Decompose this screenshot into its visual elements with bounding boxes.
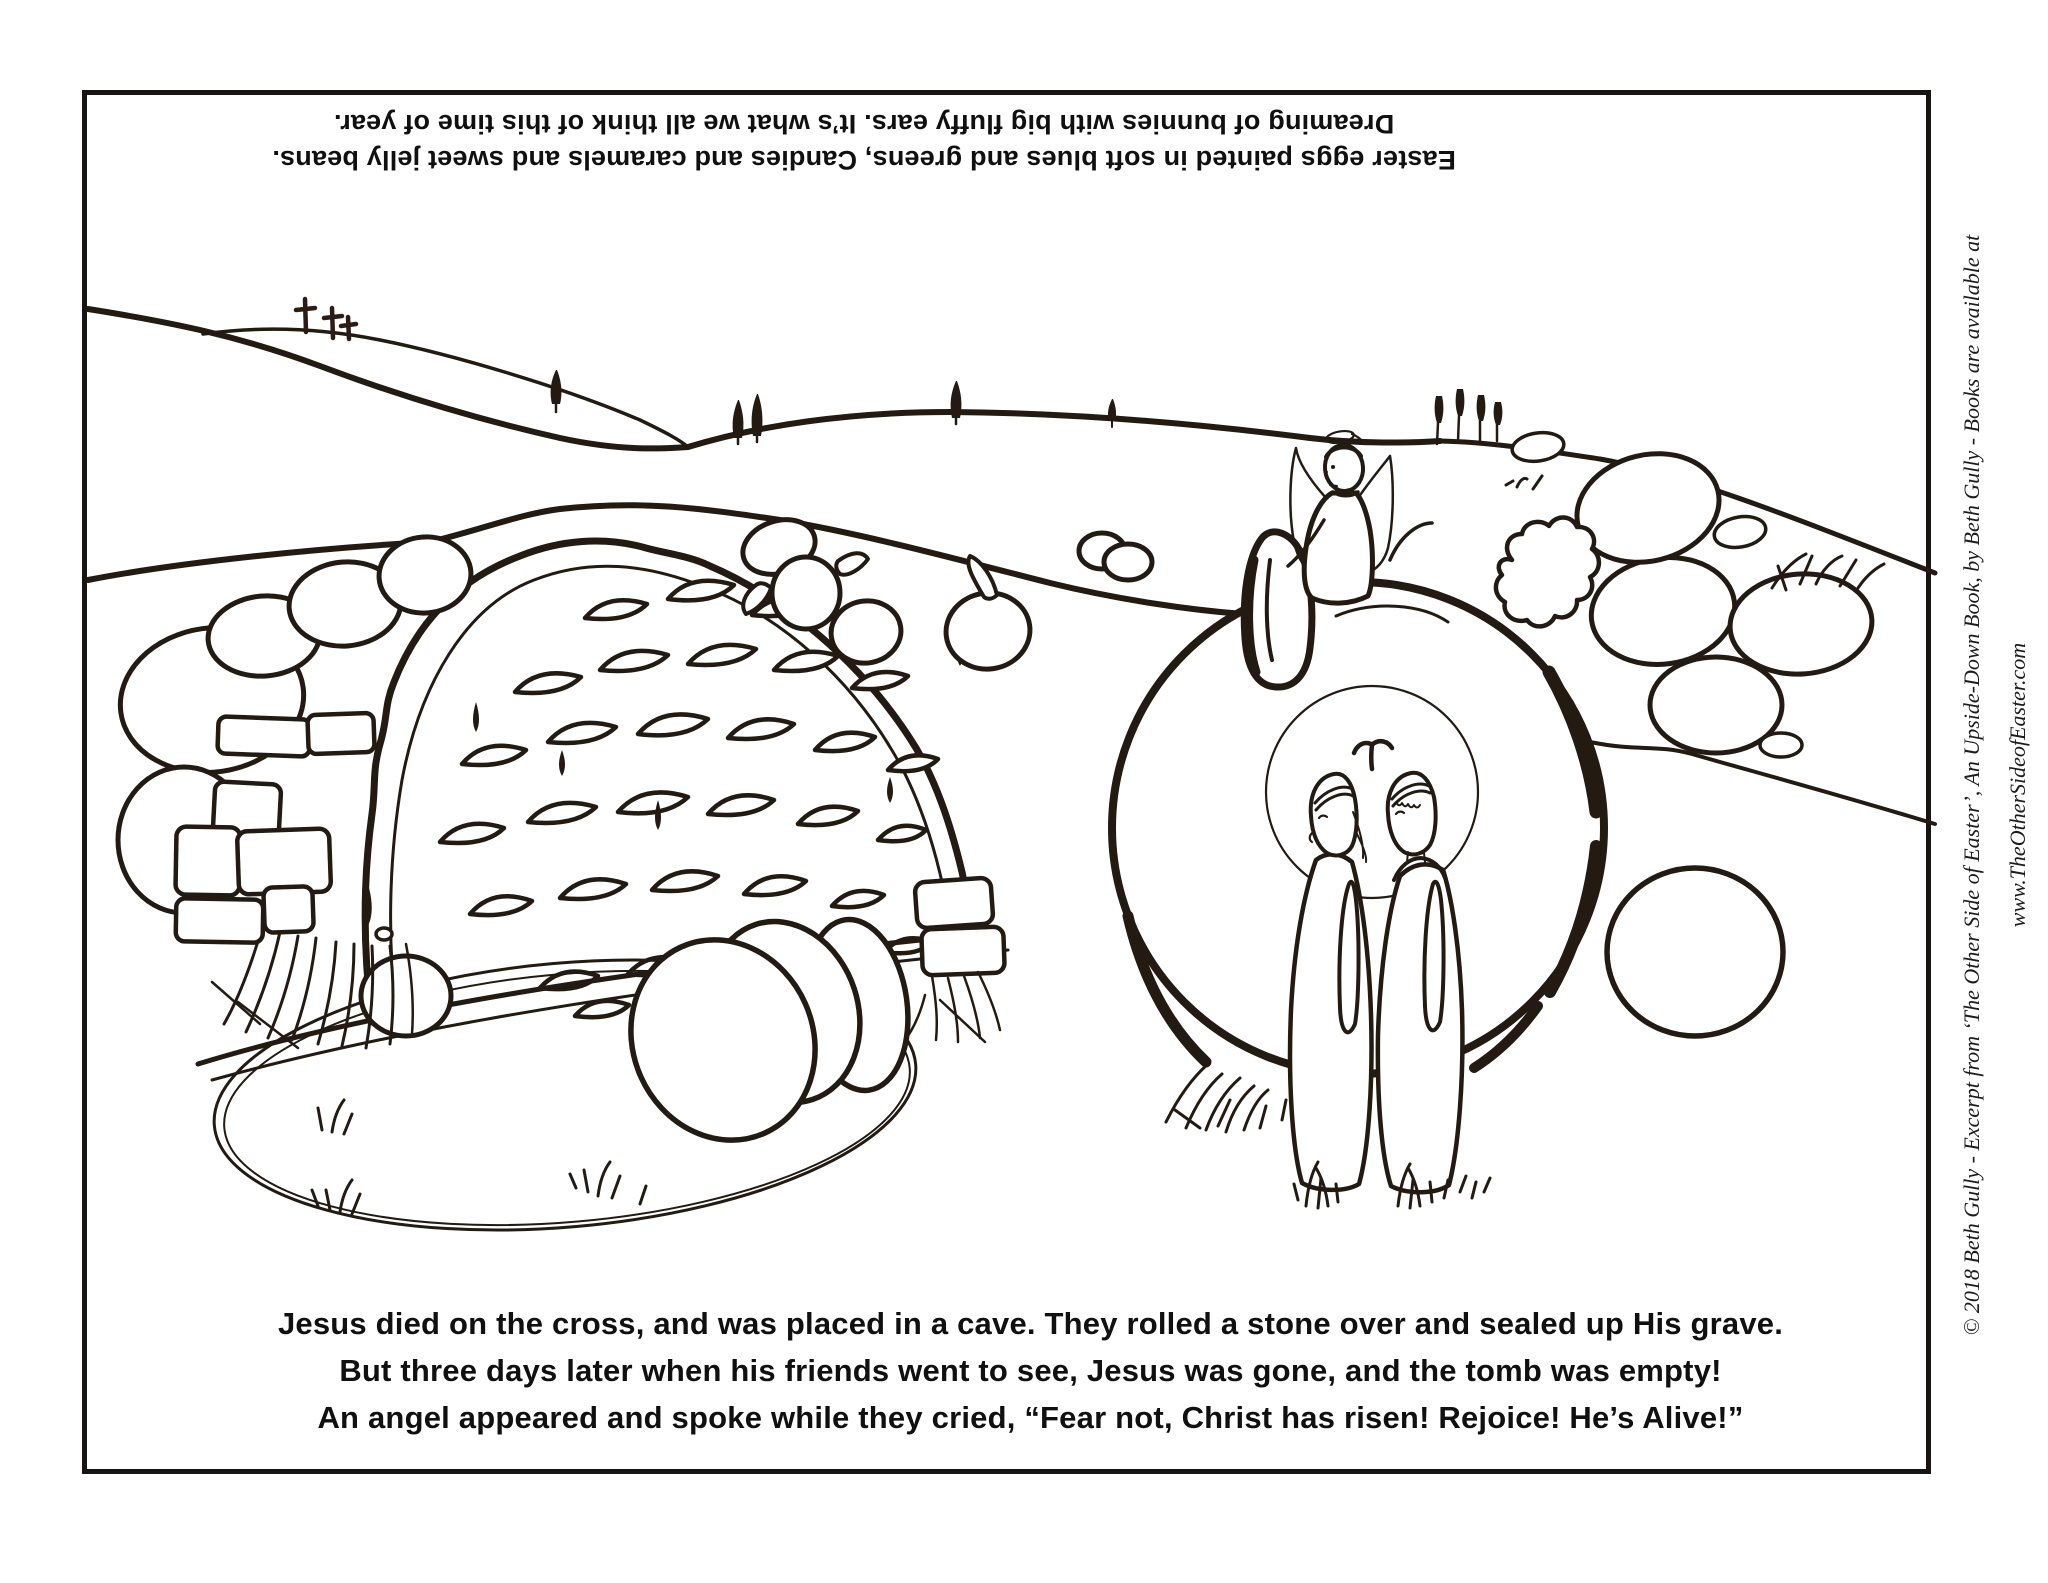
path-eggs xyxy=(1079,533,1152,580)
right-ground-line xyxy=(1590,742,1935,824)
woman1-robe xyxy=(1290,854,1371,1190)
caption-line-1: Easter eggs painted in soft blues and greens, Candies and caramels and sweet jelly beans. xyxy=(272,145,1456,175)
angel-robe xyxy=(1304,493,1372,603)
bottom-caption-line-2: But three days later when his friends went to see, Jesus was gone, and the tomb was empty! xyxy=(339,1353,1722,1388)
woman2-arm xyxy=(1424,882,1443,1031)
copyright-credit: © 2018 Beth Gully - Excerpt from ‘The Other Side of Easter’, An Upside-Down Book, by Beth Gully - Books are available at www.TheOtherSideofEaster.com xyxy=(1959,234,2030,1336)
caption-line-2: Dreaming of bunnies with big fluffy ears. It’s what we all think of this time of year. xyxy=(333,109,1395,139)
angel-eye xyxy=(1331,465,1335,469)
scalloped-cloud-bush xyxy=(1496,517,1599,626)
stone-wall-bricks xyxy=(111,533,474,943)
bottom-caption-line-1: Jesus died on the cross, and was placed in a cave. They rolled a stone over and sealed up His grave. xyxy=(277,1306,1784,1341)
bottom-caption-line-3: An angel appeared and spoke while they cried, “Fear not, Christ has risen! Rejoice! He’s Alive!” xyxy=(317,1400,1744,1435)
woman1-arm xyxy=(1339,882,1358,1033)
easter-eggs xyxy=(599,902,918,1170)
woman2-robe xyxy=(1378,864,1463,1192)
cypress-trees xyxy=(551,370,1542,489)
bottom-caption xyxy=(106,1300,1955,1441)
woman1-head xyxy=(1311,774,1357,856)
mound-grass xyxy=(312,1100,646,1214)
egg-leaf-cluster xyxy=(736,511,1035,675)
mound-rock xyxy=(361,956,451,1036)
upside-down-caption xyxy=(82,106,1646,178)
